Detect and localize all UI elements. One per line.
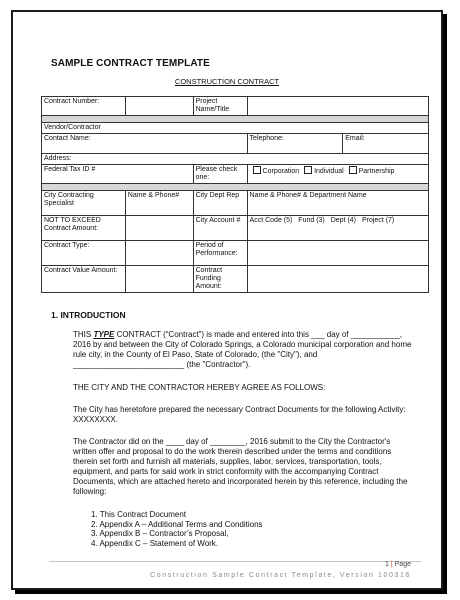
page-number-value: 1: [385, 561, 389, 568]
address-label: Address:: [42, 154, 429, 165]
contract-value-value[interactable]: [125, 266, 193, 293]
list-item: 1. This Contract Document: [91, 510, 187, 519]
not-to-exceed-label: NOT TO EXCEED Contract Amount:: [42, 216, 126, 241]
entity-type-options: [247, 165, 428, 184]
project-label: Project (7): [361, 217, 395, 224]
contract-type-label: Contract Type:: [42, 241, 126, 266]
city-account-label: City Account #: [193, 216, 247, 241]
footer-text: Construction Sample Contract Template, Version 100316: [150, 572, 411, 579]
page-word: Page: [394, 561, 411, 568]
intro-paragraph-4: The Contractor did on the ____ day of ________, 2016 submit to the City the Contractor's written offer and proposal to do the work therein described under the terms and conditions therein set forth and furnish all materials, supplies, labor, services, transportation, tools, equipment, and parts for said work in strict conformity with the accompanying Contract Documents, which are attached hereto and incorporated herein by this reference, including the following:: [73, 437, 408, 496]
account-codes: [247, 216, 428, 241]
dept-label: Dept (4): [330, 217, 357, 224]
contract-number-value[interactable]: [125, 97, 193, 116]
page-separator: |: [388, 561, 395, 568]
document-title: SAMPLE CONTRACT TEMPLATE: [51, 58, 210, 69]
contract-info-table: [41, 96, 429, 293]
document-subtitle: CONSTRUCTION CONTRACT: [174, 77, 280, 86]
project-name-value[interactable]: [247, 97, 428, 116]
p1-lead: THIS: [73, 330, 94, 339]
list-item: 2. Appendix A – Additional Terms and Conditions: [91, 519, 263, 529]
federal-tax-label: Federal Tax ID #: [42, 165, 194, 184]
period-value[interactable]: [247, 241, 428, 266]
p1-type-word: TYPE: [93, 330, 115, 339]
corporation-checkbox[interactable]: [253, 166, 261, 174]
page-number: [385, 561, 411, 568]
project-name-label: Project Name/Title: [193, 97, 247, 116]
partnership-checkbox[interactable]: [349, 166, 357, 174]
list-item: 4. Appendix C – Statement of Work.: [91, 539, 219, 549]
vendor-label: Vendor/Contractor: [42, 123, 429, 134]
telephone-label: Telephone:: [247, 134, 343, 154]
section-separator: [42, 184, 429, 191]
document-list: [91, 510, 263, 549]
specialist-name-phone-label: Name & Phone#: [125, 191, 193, 216]
funding-value[interactable]: [247, 266, 428, 293]
fund-label: Fund (3): [298, 217, 325, 224]
corporation-label: Corporation: [262, 168, 300, 175]
section-separator: [42, 116, 429, 123]
contact-name-label: Contact Name:: [42, 134, 248, 154]
dept-rep-info-label: Name & Phone# & Department Name: [247, 191, 428, 216]
contract-value-label: Contract Value Amount:: [42, 266, 126, 293]
intro-paragraph-2: THE CITY AND THE CONTRACTOR HEREBY AGREE AS FOLLOWS:: [73, 383, 326, 392]
city-specialist-label: City Contracting Specialist: [42, 191, 126, 216]
funding-label: Contract Funding Amount:: [193, 266, 247, 293]
contract-type-value[interactable]: [125, 241, 193, 266]
city-dept-rep-label: City Dept Rep: [193, 191, 247, 216]
period-label: Period of Performance:: [193, 241, 247, 266]
contract-number-label: Contract Number:: [42, 97, 126, 116]
p1-body: CONTRACT (“Contract”) is made and entered into this ___ day of ___________, 2016 by and between the City of Colorado Springs, a Colorado municipal corporation and home rule city, in the County of El Paso, State of Colorado, (the "City"), and _________________________ (the "Contractor").: [73, 330, 412, 369]
individual-label: Individual: [314, 168, 344, 175]
not-to-exceed-value[interactable]: [125, 216, 193, 241]
individual-checkbox[interactable]: [304, 166, 312, 174]
document-page: [11, 10, 443, 590]
please-check-label: Please check one:: [193, 165, 247, 184]
partnership-label: Partnership: [358, 168, 395, 175]
intro-paragraph-3: The City has heretofore prepared the necessary Contract Documents for the following Activity: XXXXXXXX.: [73, 405, 406, 424]
email-label: Email:: [343, 134, 429, 154]
list-item: 3. Appendix B – Contractor’s Proposal,: [91, 529, 229, 539]
intro-paragraph-1: [73, 330, 413, 370]
acct-code-label: Acct Code (5): [249, 217, 293, 224]
section-heading-introduction: 1. INTRODUCTION: [51, 310, 126, 320]
footer-divider: [49, 561, 421, 562]
